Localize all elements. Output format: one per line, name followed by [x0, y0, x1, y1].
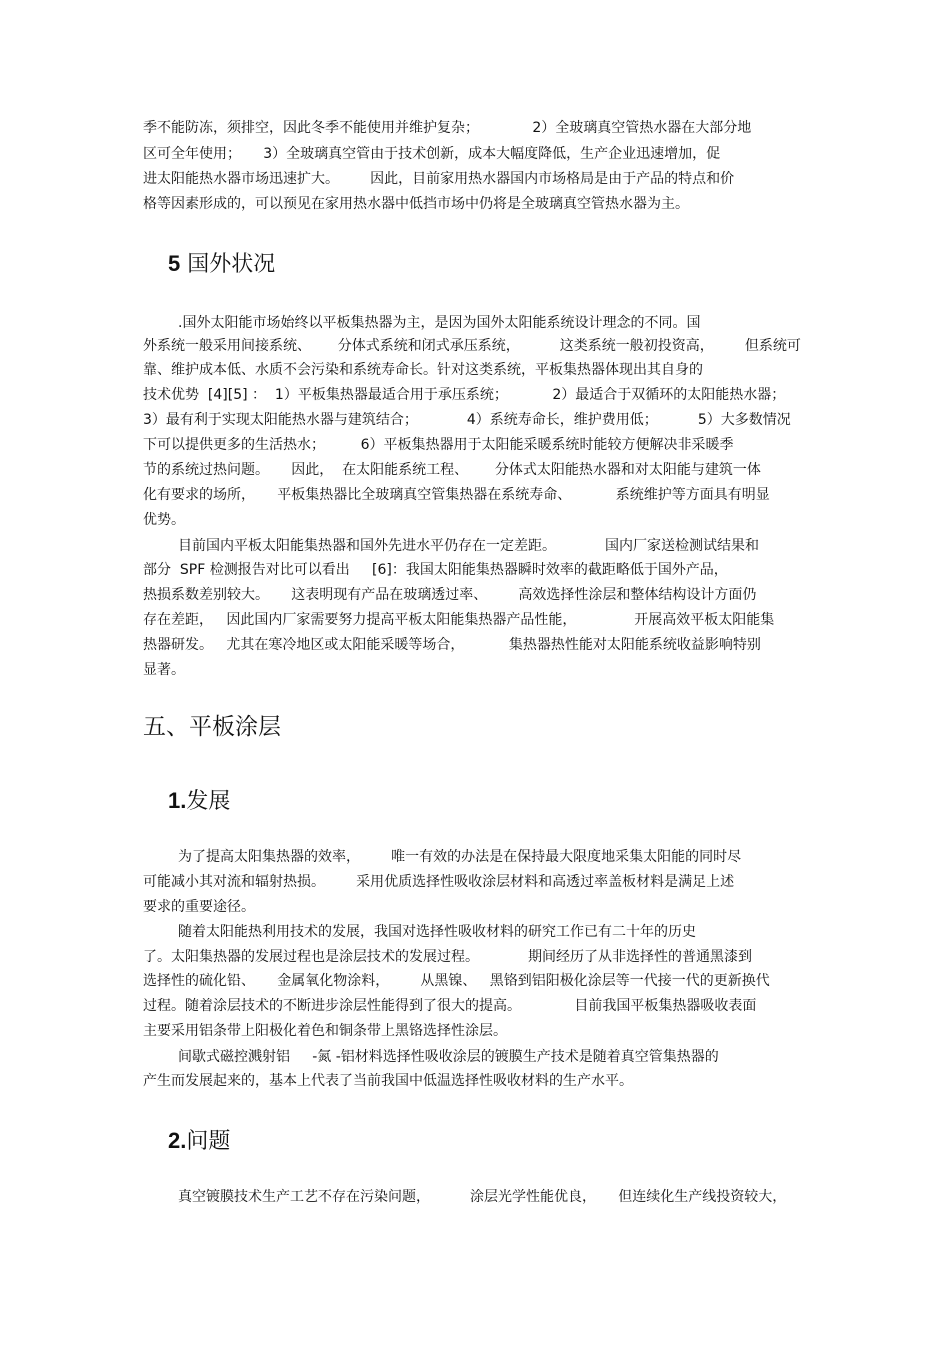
text-line: 热损系数差别较大。 这表明现有产品在玻璃透过率、 高效选择性涂层和整体结构设计方面仍	[143, 587, 757, 603]
text-line: 3）最有利于实现太阳能热水器与建筑结合； 4）系统寿命长，维护费用低； 5）大多数情况	[143, 412, 791, 428]
text-line: 选择性的硫化铅、 金属氧化物涂料， 从黑镍、 黑铬到铝阳极化涂层等一代接一代的更新换代	[143, 973, 770, 989]
chapter-heading: 五、平板涂层	[143, 714, 281, 740]
text-line: .国外太阳能市场始终以平板集热器为主，是因为国外太阳能系统设计理念的不同。国	[178, 315, 701, 331]
text-line: 区可全年使用； 3）全玻璃真空管由于技术创新，成本大幅度降低，生产企业迅速增加，促	[143, 146, 721, 162]
text-line: 优势。	[143, 512, 185, 528]
text-line: 显著。	[143, 662, 185, 678]
section-number: 5	[168, 251, 181, 276]
text-line: 真空镀膜技术生产工艺不存在污染问题， 涂层光学性能优良， 但连续化生产线投资较大，	[178, 1189, 787, 1205]
subsection-heading	[168, 1127, 230, 1156]
subsection-title: 问题	[186, 1129, 231, 1154]
section-heading	[168, 250, 275, 279]
text-line: 季不能防冻，须排空，因此冬季不能使用并维护复杂； 2）全玻璃真空管热水器在大部分地	[143, 120, 752, 136]
text-line: 下可以提供更多的生活热水； 6）平板集热器用于太阳能采暖系统时能较方便解决非采暖季	[143, 437, 734, 453]
text-line: 间歇式磁控溅射铝 -氮 -铝材料选择性吸收涂层的镀膜生产技术是随着真空管集热器的	[178, 1049, 719, 1065]
text-line: 化有要求的场所， 平板集热器比全玻璃真空管集热器在系统寿命、 系统维护等方面具有明显	[143, 487, 770, 503]
text-line: 靠、维护成本低、水质不会污染和系统寿命长。针对这类系统，平板集热器体现出其自身的	[143, 362, 703, 378]
subsection-title: 发展	[186, 789, 231, 814]
text-line: 格等因素形成的，可以预见在家用热水器中低挡市场中仍将是全玻璃真空管热水器为主。	[143, 196, 689, 212]
text-line: 过程。随着涂层技术的不断进步涂层性能得到了很大的提高。 目前我国平板集热器吸收表面	[143, 998, 757, 1014]
text-line: 部分 SPF 检测报告对比可以看出 [6]：我国太阳能集热器瞬时效率的截距略低于国外产品，	[143, 562, 728, 578]
text-line: 了。太阳集热器的发展过程也是涂层技术的发展过程。 期间经历了从非选择性的普通黑漆到	[143, 949, 752, 965]
text-line: 可能减小其对流和辐射热损。 采用优质选择性吸收涂层材料和高透过率盖板材料是满足上述	[143, 874, 735, 890]
text-line: 存在差距， 因此国内厂家需要努力提高平板太阳能集热器产品性能， 开展高效平板太阳能集	[143, 612, 775, 628]
subsection-heading	[168, 787, 230, 816]
section-title: 国外状况	[187, 252, 276, 277]
text-line: 热器研发。 尤其在寒冷地区或太阳能采暖等场合， 集热器热性能对太阳能系统收益影响特别	[143, 637, 761, 653]
text-line: 外系统一般采用间接系统、 分体式系统和闭式承压系统， 这类系统一般初投资高， 但系统可	[143, 338, 801, 354]
text-line: 节的系统过热问题。 因此， 在太阳能系统工程、 分体式太阳能热水器和对太阳能与建筑一体	[143, 462, 761, 478]
text-line: 主要采用铝条带上阳极化着色和铜条带上黑铬选择性涂层。	[143, 1023, 507, 1039]
text-line: 进太阳能热水器市场迅速扩大。 因此，目前家用热水器国内市场格局是由于产品的特点和价	[143, 171, 735, 187]
text-line: 目前国内平板太阳能集热器和国外先进水平仍存在一定差距。 国内厂家送检测试结果和	[178, 538, 759, 554]
subsection-number: 1.	[168, 788, 187, 813]
text-line: 要求的重要途径。	[143, 899, 255, 915]
text-line: 随着太阳能热利用技术的发展，我国对选择性吸收材料的研究工作已有二十年的历史	[178, 924, 696, 940]
subsection-number: 2.	[168, 1128, 187, 1153]
text-line: 技术优势 [4][5] ： 1）平板集热器最适合用于承压系统； 2）最适合于双循环的太阳能热水器；	[143, 387, 786, 403]
text-line: 产生而发展起来的，基本上代表了当前我国中低温选择性吸收材料的生产水平。	[143, 1073, 633, 1089]
text-line: 为了提高太阳集热器的效率， 唯一有效的办法是在保持最大限度地采集太阳能的同时尽	[178, 849, 742, 865]
